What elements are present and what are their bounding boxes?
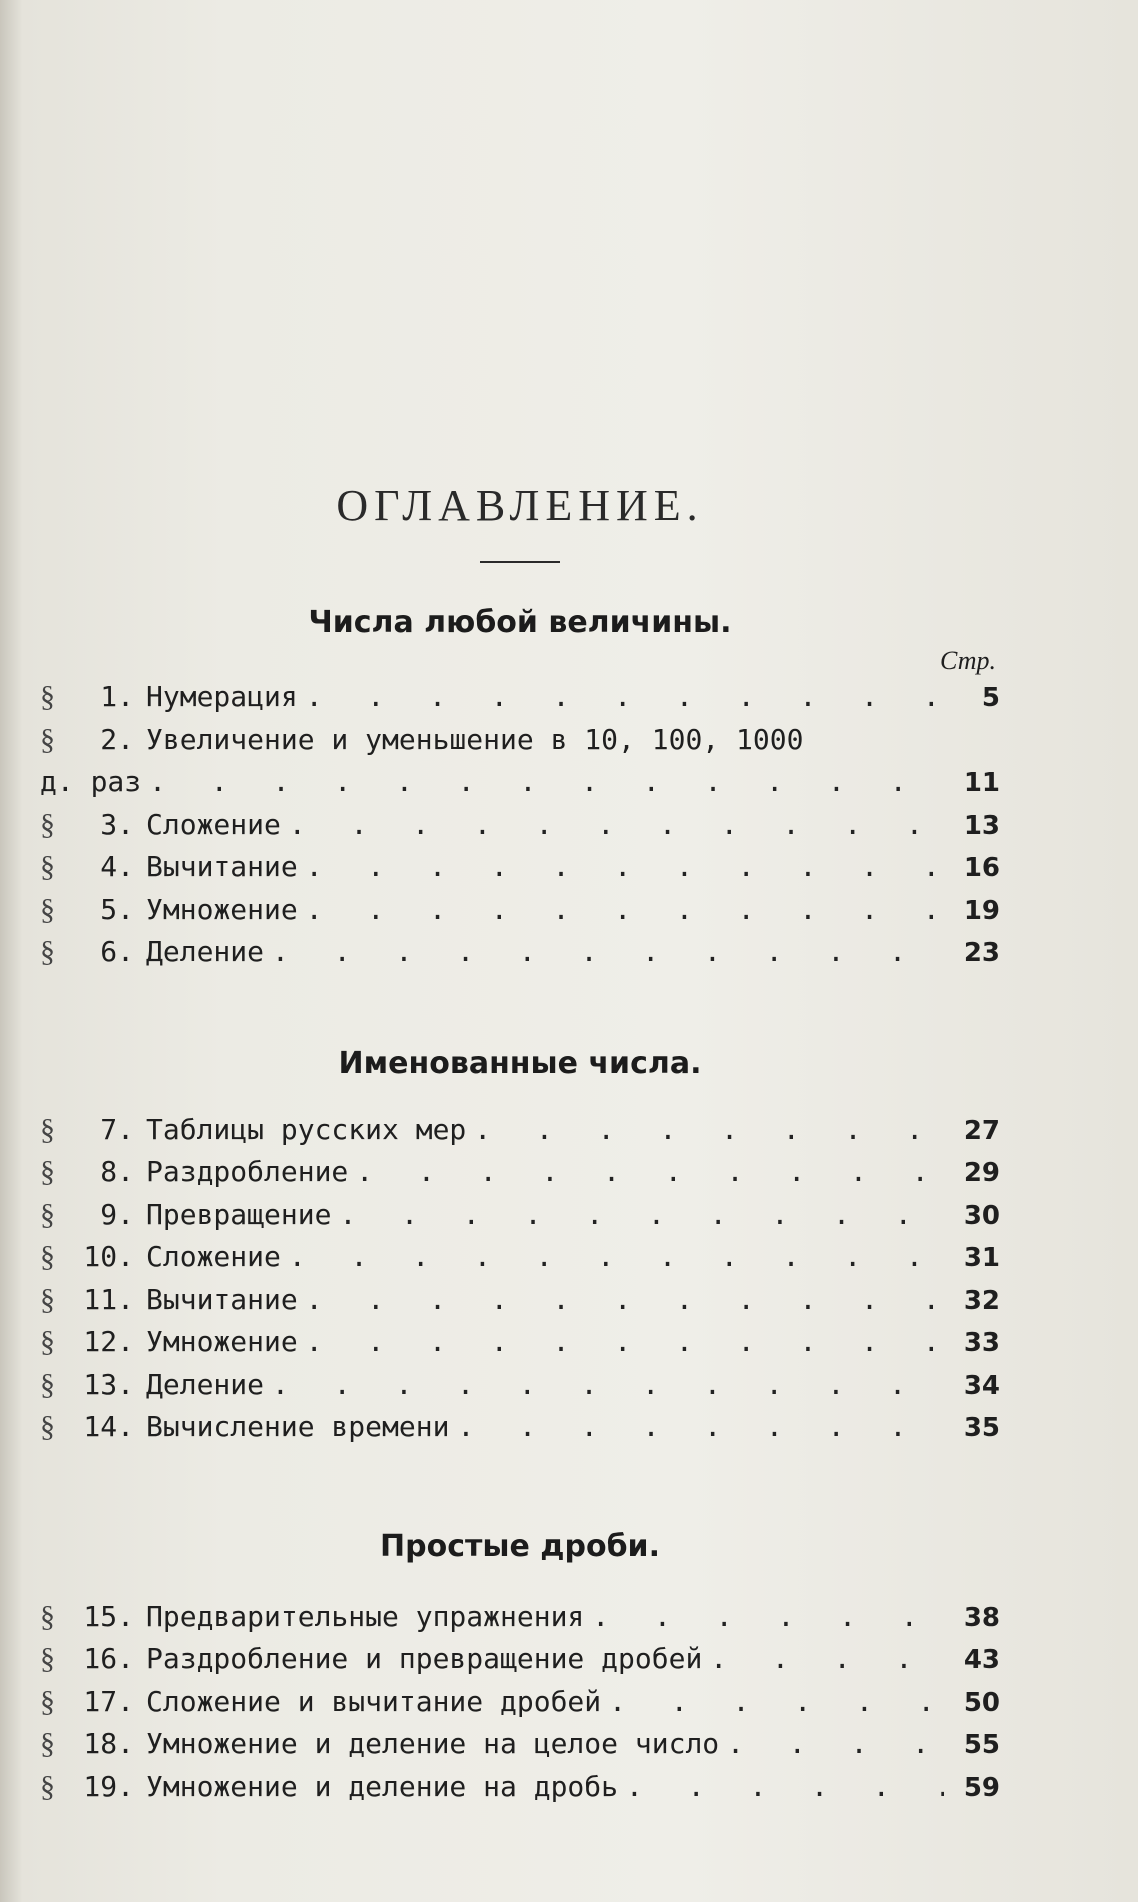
entry-label: Вычитание bbox=[146, 850, 298, 883]
section-sign: § bbox=[40, 1684, 55, 1718]
dot-leader bbox=[289, 1240, 944, 1273]
entry-page: 5 bbox=[981, 683, 1000, 713]
table-of-contents bbox=[40, 480, 1000, 1812]
entry-label: Сложение bbox=[146, 807, 281, 841]
section-sign: § bbox=[40, 722, 55, 756]
section-sign: § bbox=[40, 1769, 55, 1803]
section-title-named-numbers: Именованные числа. bbox=[338, 1045, 702, 1081]
entry-label: Вычитание bbox=[146, 1282, 298, 1316]
dot-leader bbox=[339, 1198, 944, 1231]
section-sign: § bbox=[40, 1282, 55, 1316]
dot-leader bbox=[609, 1685, 944, 1718]
toc-entry[interactable] bbox=[40, 1283, 1000, 1326]
dot-leader bbox=[626, 1770, 944, 1803]
entry-page: 11 bbox=[963, 768, 1000, 798]
toc-entry[interactable] bbox=[40, 1198, 1000, 1241]
section-sign: § bbox=[40, 1155, 55, 1188]
dot-leader bbox=[710, 1642, 944, 1675]
entry-page: 32 bbox=[963, 1285, 1000, 1316]
dot-leader bbox=[457, 1410, 944, 1443]
section-sign: § bbox=[40, 1240, 55, 1273]
entry-page: 35 bbox=[963, 1413, 1000, 1443]
entry-page: 27 bbox=[963, 1115, 1000, 1146]
entry-number: 18. bbox=[83, 1727, 134, 1760]
section-sign: § bbox=[40, 1367, 55, 1401]
entry-number: 1. bbox=[100, 680, 134, 713]
entry-number: 10. bbox=[83, 1240, 134, 1273]
entry-page: 23 bbox=[963, 938, 1000, 968]
entry-page: 50 bbox=[963, 1687, 1000, 1718]
entry-page: 30 bbox=[963, 1200, 1000, 1231]
entry-label: Таблицы русских мер bbox=[146, 1112, 467, 1146]
section-sign: § bbox=[40, 807, 55, 841]
dot-leader bbox=[306, 1283, 944, 1316]
dot-leader bbox=[272, 935, 944, 968]
entry-page: 16 bbox=[963, 853, 1000, 883]
toc-entry[interactable] bbox=[40, 1240, 1000, 1283]
entry-label: Умножение bbox=[146, 892, 298, 926]
dot-leader bbox=[727, 1727, 944, 1760]
entry-number: 19. bbox=[83, 1769, 134, 1803]
entry-label: Деление bbox=[146, 1367, 265, 1401]
toc-entry[interactable] bbox=[40, 1410, 1000, 1453]
toc-entry[interactable] bbox=[40, 808, 1000, 851]
entry-label: Умножение и деление на дробь bbox=[146, 1769, 619, 1803]
toc-entry[interactable] bbox=[40, 1368, 1000, 1411]
section-sign: § bbox=[40, 1325, 55, 1358]
section-title-fractions: Простые дроби. bbox=[380, 1528, 660, 1564]
entry-number: 7. bbox=[100, 1112, 134, 1146]
entry-number: 4. bbox=[100, 850, 134, 883]
entry-label: Сложение bbox=[146, 1240, 281, 1273]
dot-leader bbox=[306, 680, 944, 713]
dot-leader bbox=[272, 1368, 944, 1401]
entry-number: 6. bbox=[100, 935, 134, 968]
entry-number: 8. bbox=[100, 1155, 134, 1188]
entry-label: Нумерация bbox=[146, 680, 298, 713]
toc-entry[interactable] bbox=[40, 1685, 1000, 1728]
entry-label-continuation: д. раз bbox=[40, 765, 142, 798]
section-sign: § bbox=[40, 1112, 55, 1146]
entry-label: Сложение и вычитание дробей bbox=[146, 1684, 602, 1718]
entry-page: 33 bbox=[963, 1328, 1000, 1358]
entry-number: 15. bbox=[83, 1599, 134, 1633]
dot-leader bbox=[306, 850, 944, 883]
section-sign: § bbox=[40, 892, 55, 926]
page-gutter bbox=[0, 0, 22, 1902]
section-entries bbox=[40, 1600, 1000, 1813]
entry-page: 31 bbox=[963, 1243, 1000, 1273]
entry-label: Превращение bbox=[146, 1197, 332, 1231]
dot-leader bbox=[306, 893, 944, 926]
toc-entry[interactable] bbox=[40, 680, 1000, 723]
toc-entry[interactable] bbox=[40, 893, 1000, 936]
entry-number: 5. bbox=[100, 892, 134, 926]
entry-number: 17. bbox=[83, 1684, 134, 1718]
section-entries bbox=[40, 680, 1000, 978]
entry-number: 16. bbox=[83, 1642, 134, 1675]
page-title: ОГЛАВЛЕНИЕ. bbox=[336, 481, 704, 530]
entry-number: 12. bbox=[83, 1325, 134, 1358]
entry-label: Деление bbox=[146, 935, 265, 968]
dot-leader bbox=[289, 808, 944, 841]
entry-number: 13. bbox=[83, 1367, 134, 1401]
section-sign: § bbox=[40, 1197, 55, 1231]
toc-entry[interactable] bbox=[40, 1770, 1000, 1813]
section-sign: § bbox=[40, 680, 55, 713]
section-entries bbox=[40, 1113, 1000, 1453]
toc-entry[interactable] bbox=[40, 935, 1000, 978]
entry-label: Раздробление bbox=[146, 1155, 349, 1188]
section-sign: § bbox=[40, 1642, 55, 1675]
toc-entry[interactable] bbox=[40, 1600, 1000, 1643]
entry-label: Умножение и деление на целое число bbox=[146, 1727, 720, 1760]
toc-entry[interactable] bbox=[40, 723, 1000, 766]
dot-leader bbox=[592, 1600, 944, 1633]
entry-label: Увеличение и уменьшение в 10, 100, 1000 bbox=[146, 722, 804, 756]
entry-number: 9. bbox=[100, 1197, 134, 1231]
entry-label: Вычисление времени bbox=[146, 1410, 450, 1443]
section-sign: § bbox=[40, 850, 55, 883]
entry-page: 55 bbox=[963, 1730, 1000, 1760]
toc-entry[interactable] bbox=[40, 1727, 1000, 1770]
entry-label: Умножение bbox=[146, 1325, 298, 1358]
toc-entry[interactable] bbox=[40, 1642, 1000, 1685]
title-divider bbox=[480, 561, 560, 563]
section-sign: § bbox=[40, 1599, 55, 1633]
page-column-label: Стр. bbox=[940, 646, 996, 675]
entry-number: 11. bbox=[83, 1282, 134, 1316]
entry-number: 3. bbox=[100, 807, 134, 841]
entry-page: 19 bbox=[963, 895, 1000, 926]
entry-number: 14. bbox=[83, 1410, 134, 1443]
entry-page: 34 bbox=[963, 1370, 1000, 1401]
dot-leader bbox=[306, 1325, 944, 1358]
toc-entry-continuation[interactable] bbox=[40, 765, 1000, 808]
entry-page: 13 bbox=[963, 810, 1000, 841]
section-sign: § bbox=[40, 1727, 55, 1760]
toc-entry[interactable] bbox=[40, 1113, 1000, 1156]
entry-number: 2. bbox=[100, 722, 134, 756]
entry-label: Предварительные упражнения bbox=[146, 1599, 585, 1633]
entry-label: Раздробление и превращение дробей bbox=[146, 1642, 703, 1675]
entry-page: 38 bbox=[963, 1602, 1000, 1633]
section-title-numbers: Числа любой величины. bbox=[308, 605, 732, 640]
dot-leader bbox=[474, 1113, 944, 1146]
entry-page: 43 bbox=[963, 1645, 1000, 1675]
section-sign: § bbox=[40, 935, 55, 968]
section-sign: § bbox=[40, 1410, 55, 1443]
toc-entry[interactable] bbox=[40, 1155, 1000, 1198]
toc-entry[interactable] bbox=[40, 1325, 1000, 1368]
dot-leader bbox=[149, 765, 944, 798]
entry-page: 29 bbox=[963, 1158, 1000, 1188]
toc-entry[interactable] bbox=[40, 850, 1000, 893]
entry-page: 59 bbox=[963, 1772, 1000, 1803]
dot-leader bbox=[356, 1155, 944, 1188]
